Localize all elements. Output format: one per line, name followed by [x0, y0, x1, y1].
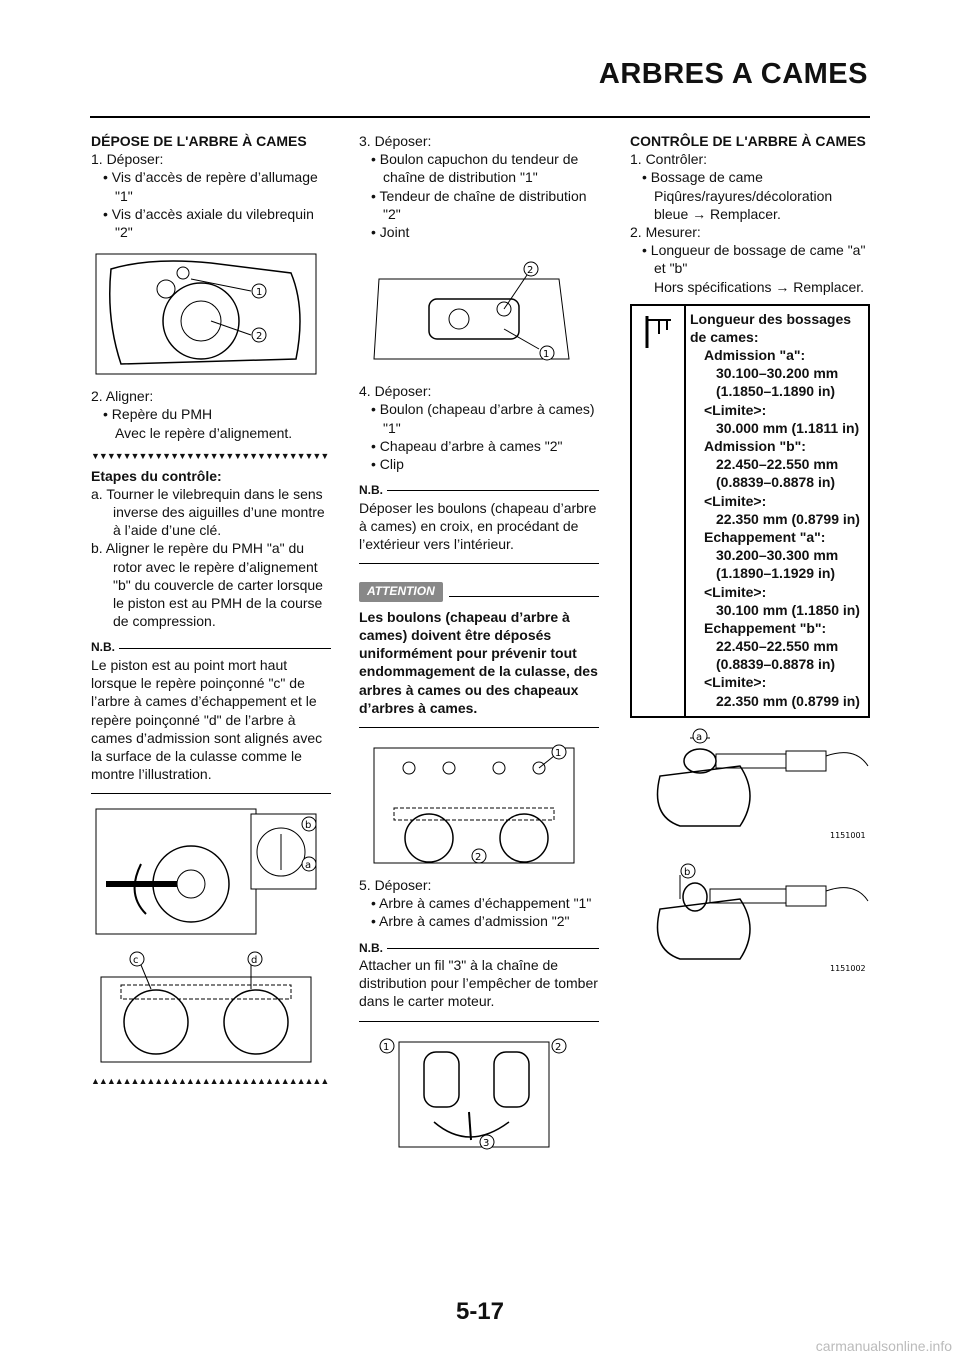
check-step-a: a. Tourner le vilebrequin dans le sens inverse des aiguilles d’une montre à l’aide d’une clé.	[91, 485, 325, 539]
bullet-intake-cam: • Arbre à cames d’admission "2"	[371, 913, 570, 930]
page-number: 5-17	[455, 1298, 505, 1325]
step-3: 3. Déposer:	[359, 133, 432, 149]
bullet-clip: • Clip	[371, 455, 404, 472]
spec-title: Longueur des bossages de cames:	[690, 310, 852, 345]
title-rule	[90, 116, 870, 118]
bullet-timing-plug: • Vis d’accès de repère d’allumage "1"	[103, 169, 318, 204]
figure-measure-lobe-a	[630, 726, 870, 851]
fig-label-2: 2	[527, 265, 534, 277]
bullet-tdc-mark-detail: Avec le repère d’alignement.	[115, 424, 293, 441]
fig-label-1: 1	[543, 349, 550, 361]
section-heading-check: CONTRÔLE DE L'ARBRE À CAMES	[630, 133, 866, 149]
spec-ech-b-limit: 22.350 mm (0.8799 in)	[716, 692, 860, 709]
bullet-cam-lobe: • Bossage de came	[642, 169, 763, 186]
column-3	[630, 132, 870, 992]
note-label: N.B.	[359, 940, 383, 955]
bullet-lobe-length-detail: Hors spécifications → Remplacer.	[654, 278, 865, 295]
page-title: ARBRES A CAMES	[598, 58, 868, 90]
spec-limit-label: <Limite>:	[704, 492, 767, 509]
bullet-tdc-mark: • Repère du PMH	[103, 406, 213, 423]
spec-ech-a-value: 30.200–30.300 mm (1.1890–1.1929 in)	[716, 547, 839, 582]
fig-label-1: 1	[383, 1041, 390, 1053]
attention-badge: ATTENTION	[359, 582, 443, 602]
note-block	[91, 640, 331, 794]
figure-chain-tensioner	[359, 249, 589, 374]
check-steps-end-marker: ▲▲▲▲▲▲▲▲▲▲▲▲▲▲▲▲▲▲▲▲▲▲▲▲▲▲▲▲▲▲	[91, 1077, 329, 1087]
note-text-2: Attacher un fil "3" à la chaîne de distribution pour l’empêcher de tomber dans le carter moteur.	[359, 957, 598, 1010]
fig-label-d: d	[251, 955, 258, 967]
figure-camshaft-removal	[359, 1032, 589, 1152]
step-2: 2. Aligner:	[91, 388, 154, 405]
figure-cam-marks	[91, 947, 321, 1067]
check-heading: Etapes du contrôle:	[91, 467, 222, 484]
note-text: Le piston est au point mort haut lorsque le repère poinçonné "c" de l’arbre à cames d’échappement et le repère poinçonné "d" de l’arbre à cames d’admission sont alignés avec la surface de la culasse comme le montre l’illustration.	[91, 656, 323, 783]
fig-label-3: 3	[483, 1137, 490, 1149]
bullet-gasket: • Joint	[371, 223, 410, 240]
spec-values	[686, 306, 868, 716]
bullet-crank-plug: • Vis d’accès axiale du vilebrequin "2"	[103, 205, 314, 240]
spec-adm-b-label: Admission "b":	[704, 438, 806, 454]
check-step-b: b. Aligner le repère du PMH "a" du rotor avec le repère d’alignement "b" du couvercle de carter lorsque le piston est au PMH de la course de compression.	[91, 540, 323, 630]
note-text-1: Déposer les boulons (chapeau d’arbre à cames) en croix, en procédant de l’extérieur vers l’intérieur.	[359, 499, 597, 553]
spec-ech-b-value: 22.450–22.550 mm (0.8839–0.8878 in)	[716, 638, 839, 673]
bullet-cap-bolts: • Boulon (chapeau d’arbre à cames) "1"	[371, 401, 595, 436]
spec-adm-a-value: 30.100–30.200 mm (1.1850–1.1890 in)	[716, 365, 839, 400]
watermark: carmanualsonline.info	[815, 1338, 952, 1354]
note-label: N.B.	[359, 483, 383, 498]
spec-adm-b-limit: 22.350 mm (0.8799 in)	[716, 510, 860, 527]
note-label: N.B.	[91, 640, 115, 655]
step-5: 5. Déposer:	[359, 876, 432, 893]
fig-label-b: b	[305, 820, 312, 832]
spec-ech-b-label: Echappement "b":	[704, 619, 827, 636]
check-steps-start-marker: ▼▼▼▼▼▼▼▼▼▼▼▼▼▼▼▼▼▼▼▼▼▼▼▼▼▼▼▼▼▼	[91, 451, 329, 461]
figure-code-2: 1151002	[830, 963, 866, 973]
figure-measure-lobe-b	[630, 859, 870, 984]
bullet-lobe-length: • Longueur de bossage de came "a" et "b"	[642, 242, 866, 277]
spec-ech-a-label: Echappement "a":	[704, 528, 826, 545]
caliper-icon	[632, 306, 686, 716]
step-2-measure: 2. Mesurer:	[630, 223, 701, 240]
spec-ech-a-limit: 30.100 mm (1.1850 in)	[716, 601, 860, 618]
spec-adm-a-limit: 30.000 mm (1.1811 in)	[716, 419, 860, 436]
fig-label-2: 2	[555, 1041, 562, 1053]
bullet-exhaust-cam: • Arbre à cames d’échappement "1"	[371, 895, 592, 912]
fig-label-a: a	[696, 731, 703, 743]
column-1	[91, 132, 331, 1092]
fig-label-2: 2	[475, 851, 482, 863]
bullet-tensioner: • Tendeur de chaîne de distribution "2"	[371, 187, 587, 222]
spec-limit-label: <Limite>:	[704, 401, 767, 418]
spec-adm-b-value: 22.450–22.550 mm (0.8839–0.8878 in)	[716, 456, 839, 491]
spec-limit-label: <Limite>:	[704, 674, 767, 691]
bullet-cam-lobe-detail: Piqûres/rayures/décoloration bleue → Remplacer.	[654, 187, 833, 222]
note-block-2	[359, 941, 599, 1022]
figure-camshaft-caps	[359, 738, 589, 868]
note-block-1	[359, 483, 599, 564]
fig-label-1: 1	[555, 747, 562, 759]
fig-label-2: 2	[256, 331, 263, 343]
bullet-tensioner-cap: • Boulon capuchon du tendeur de chaîne de distribution "1"	[371, 151, 579, 186]
step-1-check: 1. Contrôler:	[630, 151, 708, 168]
step-4: 4. Déposer:	[359, 383, 432, 400]
spec-adm-a-label: Admission "a":	[704, 347, 806, 364]
attention-text: Les boulons (chapeau d’arbre à cames) doivent être déposés uniformément pour prévenir tout endommagement de la culasse, des arbres à cames ou des chapeaux d’arbres à cames.	[359, 608, 598, 716]
spec-limit-label: <Limite>:	[704, 583, 767, 600]
figure-code-1: 1151001	[830, 830, 866, 840]
figure-rotor-alignment	[91, 804, 321, 939]
column-2	[359, 132, 599, 1160]
attention-header	[359, 582, 599, 602]
fig-label-c: c	[133, 955, 139, 967]
section-heading-removal: DÉPOSE DE L'ARBRE À CAMES	[91, 133, 307, 149]
fig-label-b: b	[684, 866, 691, 878]
figure-engine-cover	[91, 249, 321, 379]
step-1: 1. Déposer:	[91, 151, 164, 168]
fig-label-a: a	[305, 860, 312, 872]
fig-label-1: 1	[256, 287, 263, 299]
spec-box	[630, 304, 870, 718]
bullet-cap: • Chapeau d’arbre à cames "2"	[371, 437, 563, 454]
